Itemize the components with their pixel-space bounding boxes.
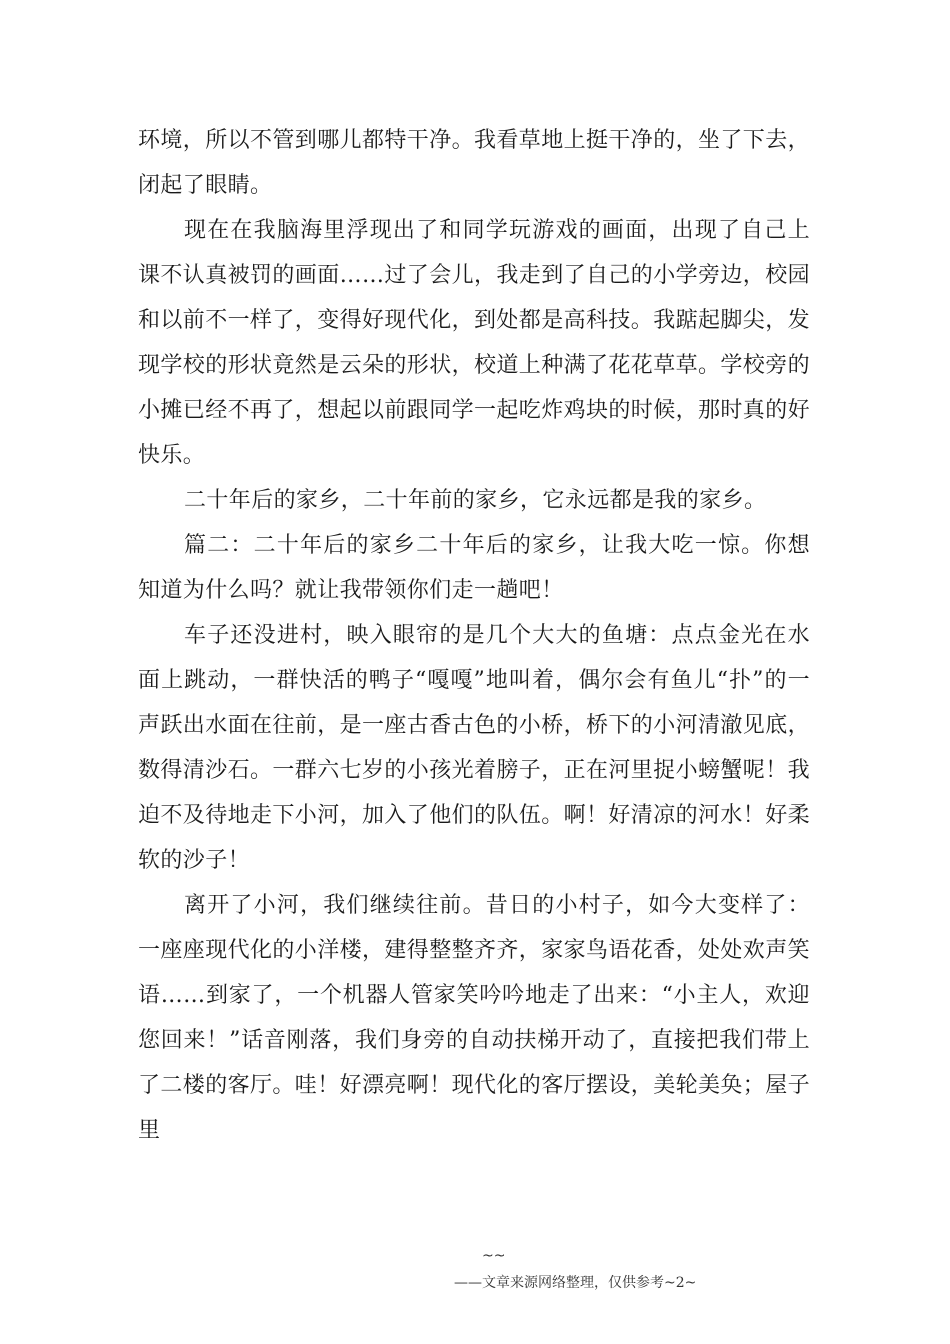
document-body xyxy=(138,118,810,1153)
paragraph-4: 篇二：二十年后的家乡二十年后的家乡，让我大吃一惊。你想知道为什么吗？就让我带领你们走一趟吧！ xyxy=(138,533,810,603)
paragraph-2: 现在在我脑海里浮现出了和同学玩游戏的画面，出现了自己上课不认真被罚的画面……过了会儿，我走到了自己的小学旁边，校园和以前不一样了，变得好现代化，到处都是高科技。我踮起脚尖，发现学校的形状竟然是云朵的形状，校道上种满了花花草草。学校旁的小摊已经不再了，想起以前跟同学一起吃炸鸡块的时候，那时真的好快乐。 xyxy=(138,218,811,468)
paragraph-6: 离开了小河，我们继续往前。昔日的小村子，如今大变样了：一座座现代化的小洋楼，建得整整齐齐，家家鸟语花香，处处欢声笑语……到家了，一个机器人管家笑吟吟地走了出来：“小主人，欢迎您回来！”话音刚落，我们身旁的自动扶梯开动了，直接把我们带上了二楼的客厅。哇！好漂亮啊！现代化的客厅摆设，美轮美奂；屋子里 xyxy=(138,893,811,1143)
paragraph-3: 二十年后的家乡，二十年前的家乡，它永远都是我的家乡。 xyxy=(184,488,767,513)
paragraph-5: 车子还没进村，映入眼帘的是几个大大的鱼塘：点点金光在水面上跳动，一群快活的鸭子“嘎嘎”地叫着，偶尔会有鱼儿“扑”的一声跃出水面在往前，是一座古香古色的小桥，桥下的小河清澈见底，数得清沙石。一群六七岁的小孩光着膀子，正在河里捉小螃蟹呢！我迫不及待地走下小河，加入了他们的队伍。啊！好清凉的河水！好柔软的沙子！ xyxy=(138,623,811,873)
footer-source-note: ——文章来源网络整理，仅供参考~2~ xyxy=(454,1275,697,1291)
footer-mark: ~~ xyxy=(482,1248,506,1264)
paragraph-1: 环境，所以不管到哪儿都特干净。我看草地上挺干净的，坐了下去，闭起了眼睛。 xyxy=(138,128,811,198)
